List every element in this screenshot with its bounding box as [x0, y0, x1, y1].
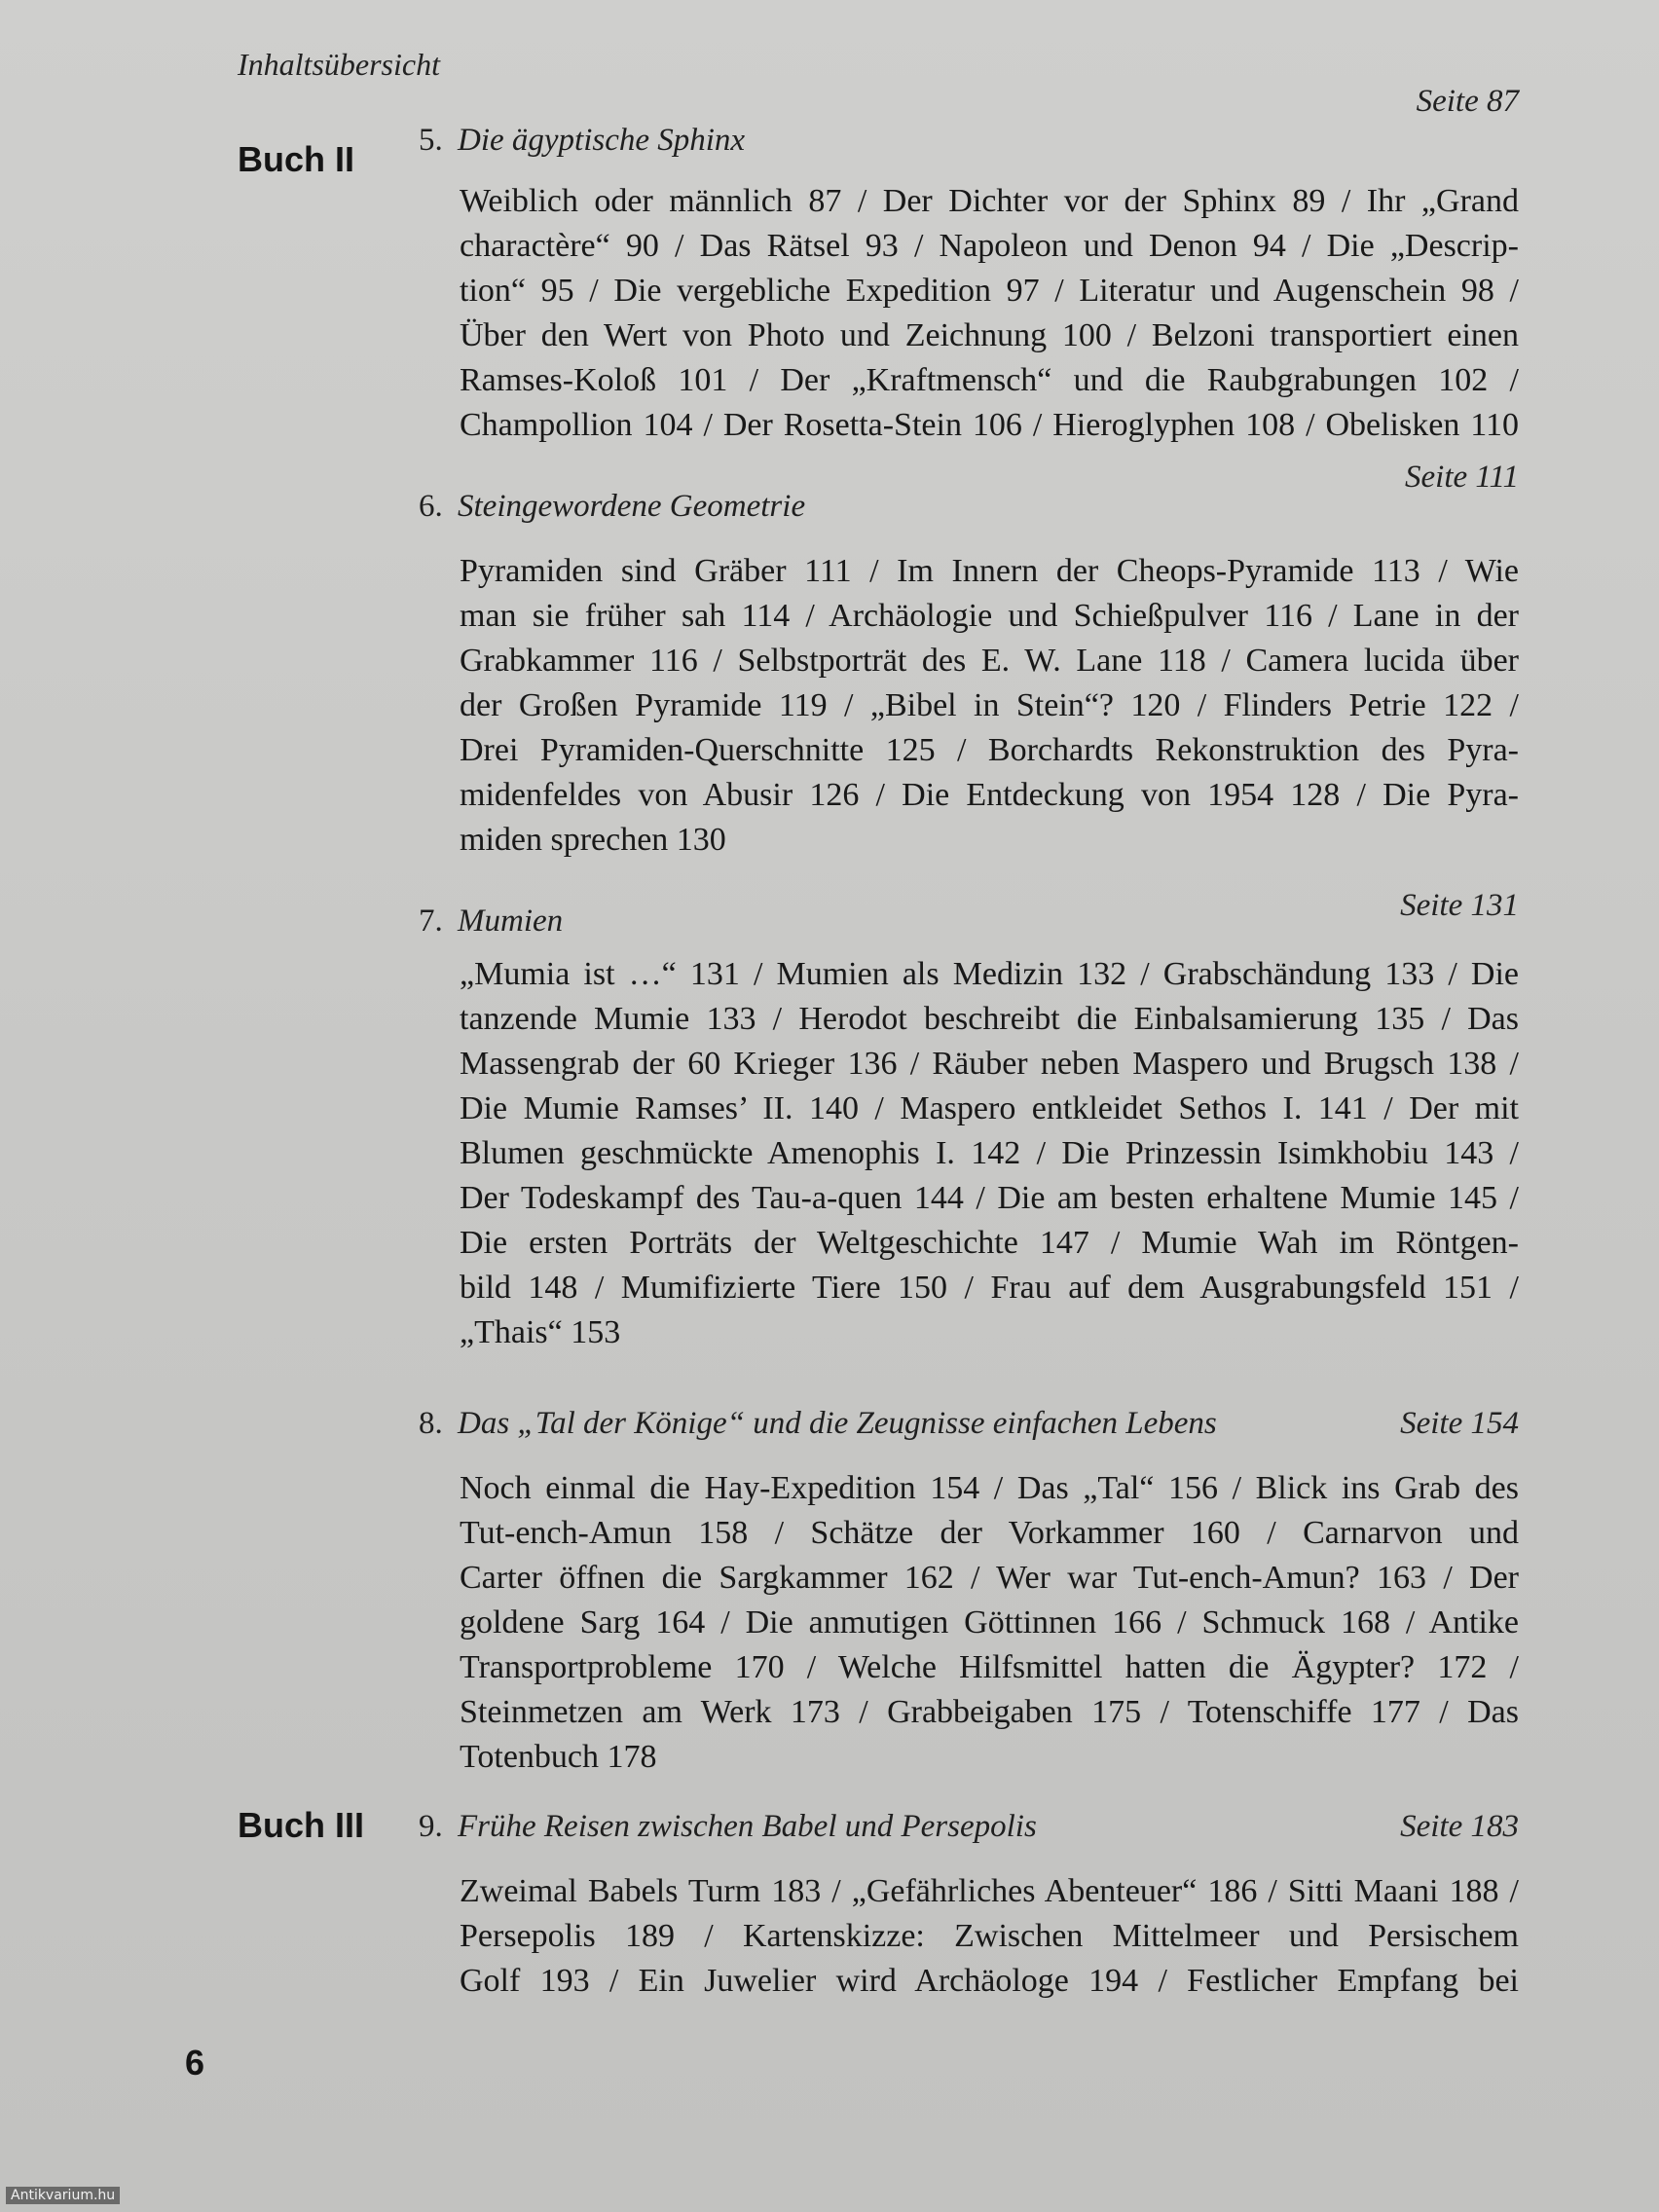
contents-line: Drei Pyramiden-Querschnitte 125 / Borchardts Rekonstruktion des Pyra-	[460, 732, 1519, 768]
contents-line: Pyramiden sind Gräber 111 / Im Innern der Cheops-Pyramide 113 / Wie	[460, 553, 1519, 589]
chapter-heading	[419, 903, 563, 940]
chapter-page-ref: Seite 131	[1400, 888, 1519, 923]
contents-line: miden sprechen 130	[460, 822, 726, 858]
contents-line: goldene Sarg 164 / Die anmutigen Göttinnen 166 / Schmuck 168 / Antike	[460, 1604, 1519, 1641]
chapter-9	[419, 1809, 1519, 2023]
chapter-page-ref: Seite 87	[1416, 84, 1519, 119]
book-label-ii: Buch II	[238, 139, 355, 179]
chapter-number: 9.	[419, 1809, 443, 1844]
contents-line: Tut-ench-Amun 158 / Schätze der Vorkammer 160 / Carnarvon und	[460, 1515, 1519, 1551]
contents-line: Blumen geschmückte Amenophis I. 142 / Die Prinzessin Isimkhobiu 143 /	[460, 1135, 1519, 1171]
chapter-title: Die ägyptische Sphinx	[458, 123, 746, 158]
contents-line: der Großen Pyramide 119 / „Bibel in Stein“? 120 / Flinders Petrie 122 /	[460, 687, 1519, 723]
chapter-page-ref: Seite 183	[1400, 1809, 1519, 1844]
page-number: 6	[185, 2043, 205, 2083]
contents-line: „Thais“ 153	[460, 1314, 621, 1350]
contents-line: Die ersten Porträts der Weltgeschichte 147 / Mumie Wah im Röntgen-	[460, 1225, 1519, 1261]
chapter-number: 7.	[419, 903, 443, 939]
contents-line: Weiblich oder männlich 87 / Der Dichter vor der Sphinx 89 / Ihr „Grand	[460, 183, 1519, 219]
chapter-title: Steingewordene Geometrie	[458, 489, 806, 524]
chapter-number: 8.	[419, 1406, 443, 1441]
contents-line: bild 148 / Mumifizierte Tiere 150 / Frau auf dem Ausgrabungsfeld 151 /	[460, 1270, 1519, 1306]
contents-line: Carter öffnen die Sargkammer 162 / Wer war Tut-ench-Amun? 163 / Der	[460, 1560, 1519, 1596]
contents-line: Persepolis 189 / Kartenskizze: Zwischen Mittelmeer und Persischem	[460, 1918, 1519, 1954]
chapter-number: 6.	[419, 489, 443, 524]
chapter-heading	[419, 123, 745, 159]
contents-line: Totenbuch 178	[460, 1739, 657, 1775]
chapter-title: Das „Tal der Könige“ und die Zeugnisse einfachen Lebens	[458, 1406, 1217, 1441]
chapter-contents	[460, 549, 1519, 863]
contents-line: Ramses-Koloß 101 / Der „Kraftmensch“ und die Raubgrabungen 102 /	[460, 362, 1519, 398]
chapter-heading	[419, 1809, 1037, 1845]
chapter-contents	[460, 179, 1519, 448]
chapter-page-ref: Seite 111	[1405, 460, 1519, 495]
chapter-number: 5.	[419, 123, 443, 158]
chapter-title: Frühe Reisen zwischen Babel und Persepolis	[458, 1809, 1037, 1844]
chapter-contents	[460, 952, 1519, 1355]
chapter-7	[419, 888, 1519, 1384]
contents-line: Champollion 104 / Der Rosetta-Stein 106 / Hieroglyphen 108 / Obelisken 110	[460, 407, 1519, 443]
chapter-5	[419, 84, 1519, 454]
chapter-contents	[460, 1869, 1519, 2004]
contents-line: Golf 193 / Ein Juwelier wird Archäologe 194 / Festlicher Empfang bei	[460, 1963, 1519, 1999]
contents-line: „Mumia ist …“ 131 / Mumien als Medizin 132 / Grabschändung 133 / Die	[460, 956, 1519, 992]
chapter-8	[419, 1406, 1519, 1776]
chapter-6	[419, 460, 1519, 859]
contents-line: man sie früher sah 114 / Archäologie und Schießpulver 116 / Lane in der	[460, 598, 1519, 634]
watermark: Antikvarium.hu	[6, 2187, 120, 2204]
contents-line: Zweimal Babels Turm 183 / „Gefährliches Abenteuer“ 186 / Sitti Maani 188 /	[460, 1873, 1519, 1909]
contents-line: charactère“ 90 / Das Rätsel 93 / Napoleon und Denon 94 / Die „Descrip-	[460, 228, 1519, 264]
chapter-page-ref: Seite 154	[1400, 1406, 1519, 1441]
contents-line: tion“ 95 / Die vergebliche Expedition 97 / Literatur und Augenschein 98 /	[460, 273, 1519, 309]
contents-line: Grabkammer 116 / Selbstporträt des E. W. Lane 118 / Camera lucida über	[460, 643, 1519, 679]
book-label-iii: Buch III	[238, 1805, 365, 1845]
contents-line: Über den Wert von Photo und Zeichnung 100 / Belzoni transportiert einen	[460, 317, 1519, 353]
contents-line: Transportprobleme 170 / Welche Hilfsmittel hatten die Ägypter? 172 /	[460, 1649, 1519, 1685]
chapter-title: Mumien	[458, 903, 564, 939]
contents-line: midenfeldes von Abusir 126 / Die Entdeckung von 1954 128 / Die Pyra-	[460, 777, 1519, 813]
contents-line: tanzende Mumie 133 / Herodot beschreibt die Einbalsamierung 135 / Das	[460, 1001, 1519, 1037]
chapter-heading	[419, 489, 805, 525]
contents-line: Die Mumie Ramses’ II. 140 / Maspero entkleidet Sethos I. 141 / Der mit	[460, 1090, 1519, 1126]
running-head: Inhaltsübersicht	[238, 47, 440, 82]
contents-line: Massengrab der 60 Krieger 136 / Räuber neben Maspero und Brugsch 138 /	[460, 1046, 1519, 1082]
contents-line: Noch einmal die Hay-Expedition 154 / Das „Tal“ 156 / Blick ins Grab des	[460, 1470, 1519, 1506]
chapter-heading	[419, 1406, 1217, 1442]
contents-line: Steinmetzen am Werk 173 / Grabbeigaben 175 / Totenschiffe 177 / Das	[460, 1694, 1519, 1730]
chapter-contents	[460, 1466, 1519, 1780]
contents-line: Der Todeskampf des Tau-a-quen 144 / Die am besten erhaltene Mumie 145 /	[460, 1180, 1519, 1216]
